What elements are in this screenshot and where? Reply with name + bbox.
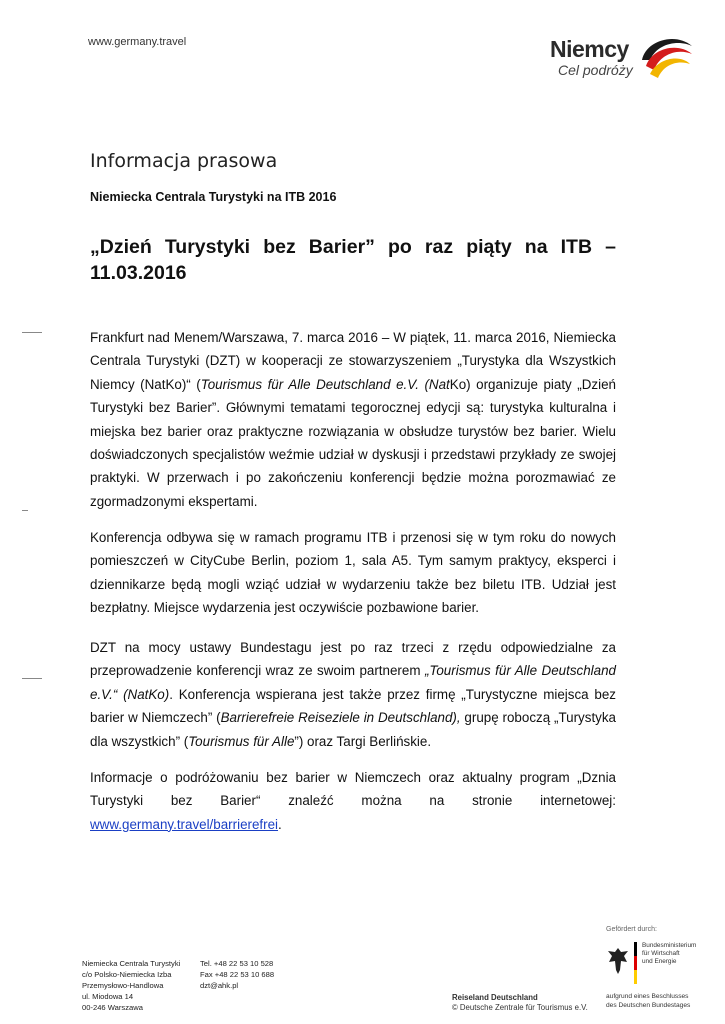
address-line: c/o Polsko-Niemiecka Izba (82, 970, 172, 979)
eagle-icon (606, 946, 630, 976)
footer-contact (200, 958, 274, 991)
paragraph-italic: Tourismus für Alle Deutschland e.V. (Nat (200, 376, 450, 392)
press-title: „Dzień Turystyki bez Barier” po raz piąty na ITB – 11.03.2016 (90, 236, 616, 284)
german-flag-icon (634, 942, 637, 984)
subheading: Niemiecka Centrala Turystyki na ITB 2016 (90, 190, 337, 204)
paragraph-text: . Konferencja wspierana jest także przez firmę „Turystyczne miejsca bez barier w Niemczech” ( (90, 686, 617, 726)
footer-address (82, 958, 180, 1013)
ministry-line: Bundesministerium (642, 942, 697, 949)
paragraph-text: Informacje o podróżowaniu bez barier w Niemczech oraz aktualny program „Dznia Turystyki bez Barier“ znaleźć można na stronie internetowej: (90, 770, 616, 809)
bundestag-line: aufgrund eines Beschlusses (606, 993, 689, 1000)
paragraph-text: ”) oraz Targi Berlińskie. (294, 733, 432, 749)
niemcy-logo (548, 30, 698, 92)
paragraph-italic: „Tourismus für Alle Deutschland e.V.“ (NatKo) (90, 663, 616, 702)
paragraph-text: grupę roboczą „Turystyka dla wszystkich” ( (90, 710, 616, 749)
paragraph-text: DZT na mocy ustawy Bundestagu jest po raz trzeci z rzędu odpowiedzialne za przeprowadzenie konferencji wraz ze swoim partnerem (90, 640, 616, 679)
contact-line: Tel. +48 22 53 10 528 (200, 959, 274, 968)
logo-subtitle: Cel podróży (558, 62, 633, 78)
dzt-label: © Deutsche Zentrale für Tourismus e.V. (452, 1003, 588, 1012)
ministry-name (642, 942, 696, 966)
address-line: 00-246 Warszawa (82, 1003, 143, 1012)
logo-swoosh-icon (636, 30, 696, 90)
margin-mark (22, 332, 42, 333)
paragraph-1 (90, 326, 616, 513)
paragraph-text: Ko) organizuje piaty „Dzień Turystyki bez Barier”. Głównymi tematami tegorocznej edycji są: turystyka kulturalna i miejska bez barier oraz praktyczne rozwiązania w obsłudze turystów bez barier. Wielu doświadczonych specjalistów weźmie udział w dyskusji i przedstawi przykłady ze swojej praktyki. W przerwach i po zakończeniu konferencji będzie można porozmawiać ze zgormadzonymi ekspertami. (90, 376, 616, 509)
margin-mark (22, 510, 28, 511)
footer-dzt (452, 993, 588, 1013)
ministry-logo (606, 942, 706, 988)
address-line: Przemysłowo-Handlowa (82, 981, 164, 990)
address-line: Niemiecka Centrala Turystyki (82, 959, 181, 968)
bundestag-note (606, 992, 690, 1010)
paragraph-italic: Tourismus für Alle (188, 733, 295, 749)
paragraph-text: Frankfurt nad Menem/Warszawa, 7. marca 2016 – W piątek, 11. marca 2016, Niemiecka Centrala Turystyki (DZT) w kooperacji ze stowarzyszeniem „Turystyka dla Wszystkich Niemcy (NatKo)“ ( (90, 330, 616, 392)
logo-title: Niemcy (550, 36, 629, 62)
bundestag-line: des Deutschen Bundestages (606, 1002, 691, 1009)
barrierefrei-link[interactable]: www.germany.travel/barrierefrei (90, 816, 279, 832)
header-url: www.germany.travel (88, 36, 187, 48)
ministry-line: für Wirtschaft (642, 950, 680, 957)
paragraph-3 (90, 636, 616, 753)
contact-email[interactable]: dzt@ahk.pl (200, 981, 239, 990)
contact-line: Fax +48 22 53 10 688 (200, 970, 275, 979)
funded-by-label: Gefördert durch: (606, 926, 657, 933)
margin-mark (22, 678, 42, 679)
ministry-line: und Energie (642, 958, 677, 965)
paragraph-text: . (278, 816, 282, 832)
section-heading: Informacja prasowa (90, 150, 278, 172)
paragraph-2: Konferencja odbywa się w ramach programu ITB i przenosi się w tym roku do nowych pomieszczeń w CityCube Berlin, poziom 1, sala A5. Tym samym praktycy, eksperci i dziennikarze będą mogli wziąć udział w wydarzeniu także bez biletu ITB. Udział jest bezpłatny. Miejsce wydarzenia jest oczywiście pozbawione barier. (90, 530, 616, 616)
reiseland-label: Reiseland Deutschland (452, 993, 538, 1002)
paragraph-italic: Barrierefreie Reiseziele in Deutschland), (220, 710, 461, 726)
address-line: ul. Miodowa 14 (82, 992, 134, 1001)
paragraph-4 (90, 766, 616, 836)
